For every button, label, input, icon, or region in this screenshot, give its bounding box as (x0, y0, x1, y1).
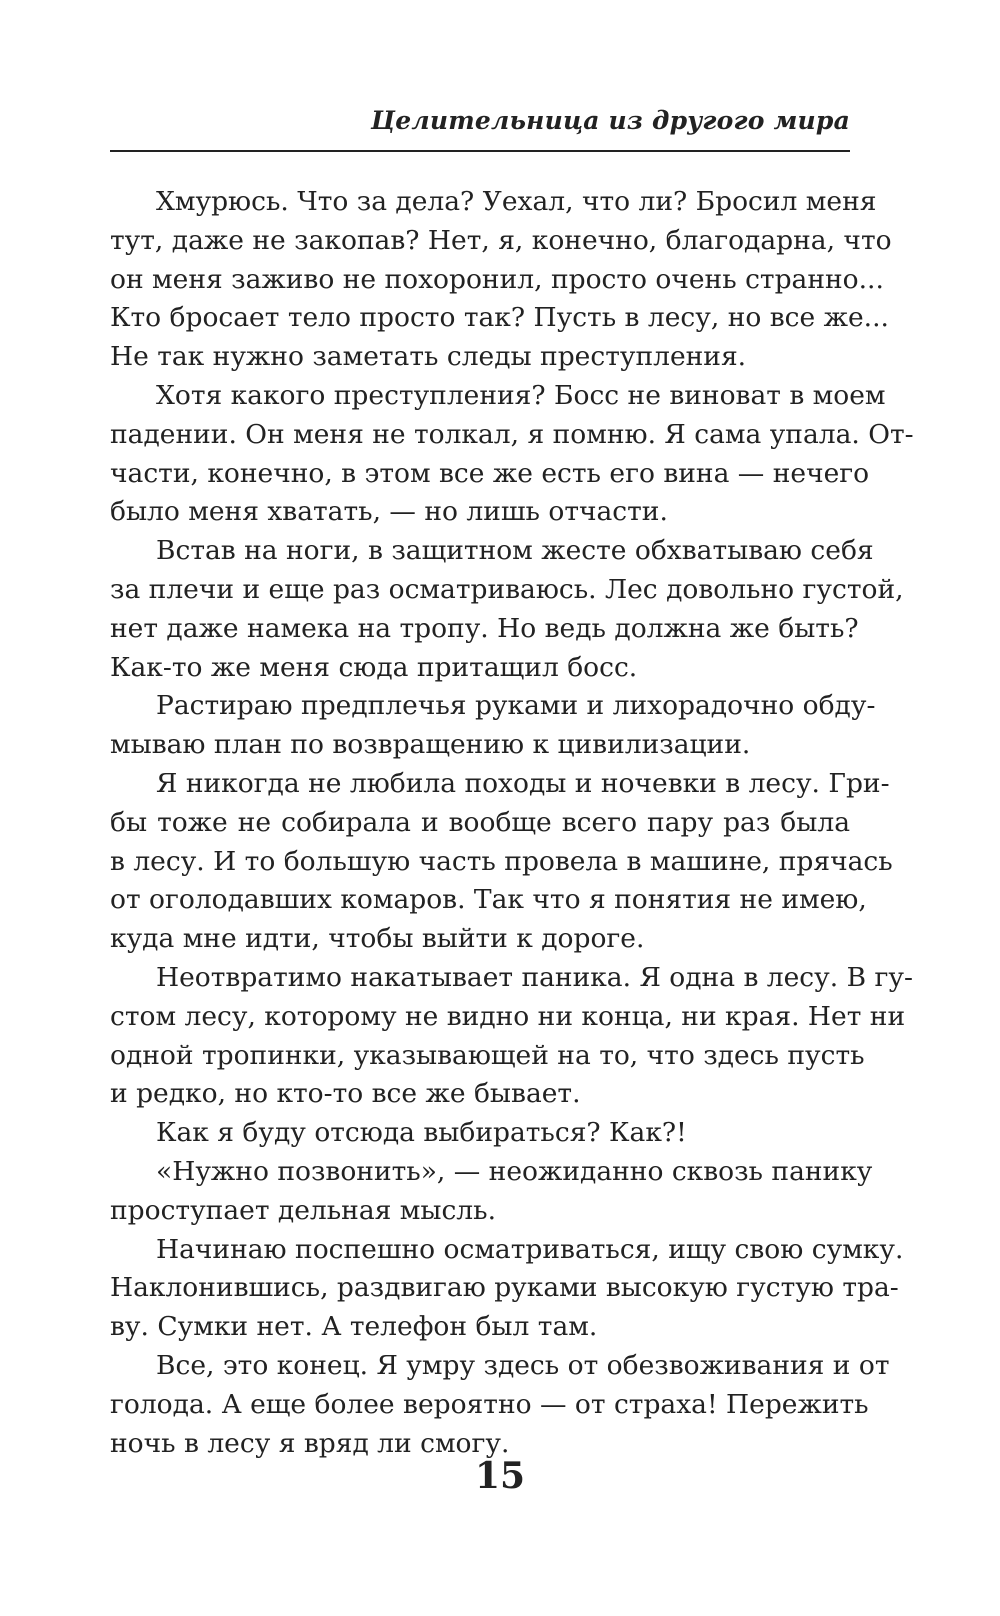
text-line: части, конечно, в этом все же есть его вина — нечего (110, 457, 870, 489)
text-line: Встав на ноги, в защитном жесте обхватываю себя (156, 535, 874, 567)
paragraph (110, 1153, 873, 1231)
paragraph (110, 959, 913, 1114)
text-line: падении. Он меня не толкал, я помню. Я сама упала. От- (110, 418, 914, 450)
text-line: проступает дельная мысль. (110, 1194, 496, 1226)
running-header (110, 104, 850, 152)
page-number: 15 (474, 1455, 526, 1497)
text-line: нет даже намека на тропу. Но ведь должна же быть? (110, 612, 859, 644)
paragraph (110, 183, 892, 377)
text-line: Растираю предплечья руками и лихорадочно обду- (156, 690, 876, 722)
text-line: мываю план по возвращению к цивилизации. (110, 729, 751, 761)
text-line: голода. А еще более вероятно — от страха! Пережить (110, 1388, 869, 1420)
text-line: в лесу. И то большую часть провела в машине, прячась (110, 845, 893, 877)
text-line: Хмурюсь. Что за дела? Уехал, что ли? Бросил меня (156, 186, 877, 217)
text-line: Хотя какого преступления? Босс не виноват в моем (156, 379, 886, 411)
text-line: он меня заживо не похоронил, просто очень странно... (110, 263, 884, 295)
text-line: ночь в лесу я вряд ли смогу. (110, 1427, 510, 1459)
text-line: Все, это конец. Я умру здесь от обезвоживания и от (156, 1349, 890, 1381)
text-line: Как я буду отсюда выбираться? Как?! (156, 1117, 687, 1149)
text-line: за плечи и еще раз осматриваюсь. Лес довольно густой, (110, 573, 904, 605)
paragraph (110, 1231, 904, 1347)
text-line: было меня хватать, — но лишь отчасти. (110, 496, 668, 528)
text-line: Наклонившись, раздвигаю руками высокую густую тра- (110, 1272, 899, 1304)
text-line: ву. Сумки нет. А телефон был там. (110, 1311, 598, 1343)
body-text (110, 183, 914, 1463)
paragraph (110, 765, 893, 959)
text-line: бы тоже не собирала и вообще всего пару раз была (110, 806, 850, 838)
paragraph (110, 1347, 890, 1463)
text-line: от оголодавших комаров. Так что я понятия не имею, (110, 884, 867, 916)
text-line: Не так нужно заметать следы преступления. (110, 341, 747, 373)
text-line: тут, даже не закопав? Нет, я, конечно, благодарна, что (110, 224, 892, 256)
paragraph (110, 532, 904, 687)
text-line: стом лесу, которому не видно ни конца, ни края. Нет ни (110, 1000, 906, 1032)
text-line: одной тропинки, указывающей на то, что здесь пусть (110, 1039, 865, 1071)
text-line: «Нужно позвонить», — неожиданно сквозь панику (156, 1155, 873, 1187)
text-line: Кто бросает тело просто так? Пусть в лесу, но все же... (110, 302, 889, 334)
paragraph (110, 1114, 850, 1153)
text-line: Начинаю поспешно осматриваться, ищу свою сумку. (156, 1233, 904, 1265)
paragraph (110, 687, 876, 765)
text-line: Неотвратимо накатывает паника. Я одна в лесу. В гу- (156, 961, 913, 993)
text-line: куда мне идти, чтобы выйти к дороге. (110, 923, 645, 955)
text-line: Я никогда не любила походы и ночевки в лесу. Гри- (156, 767, 890, 799)
paragraph (110, 377, 914, 532)
book-title: Целительница из другого мира (370, 106, 850, 135)
text-line: Как-то же меня сюда притащил босс. (110, 651, 638, 683)
text-line: и редко, но кто-то все же бывает. (110, 1078, 581, 1110)
